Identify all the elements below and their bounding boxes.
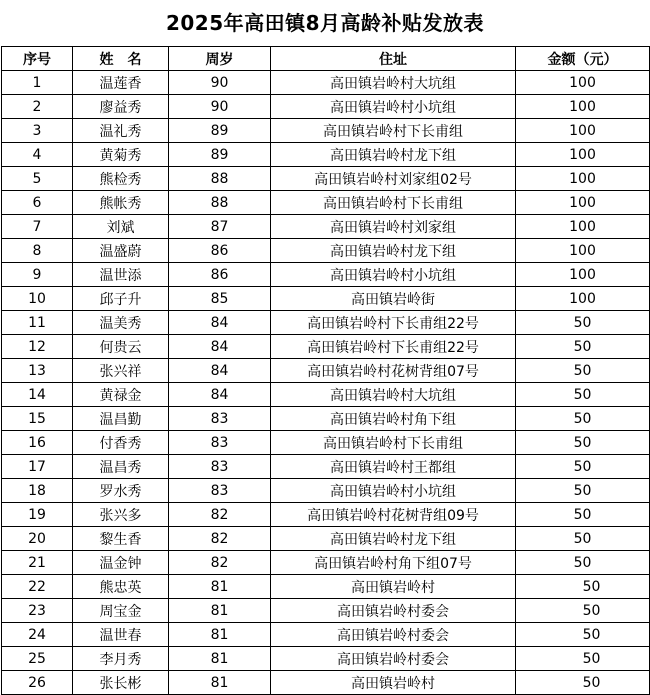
- table-row: [2, 407, 650, 431]
- cell-no: 13: [2, 359, 73, 383]
- cell-amount: 100: [516, 95, 650, 119]
- cell-address: 高田镇岩岭村龙下组: [271, 143, 516, 167]
- cell-address: 高田镇岩岭村花树背组09号: [271, 503, 516, 527]
- subsidy-table: [1, 46, 650, 695]
- table-row: [2, 215, 650, 239]
- cell-name: 罗水秀: [73, 479, 169, 503]
- cell-amount: 50: [516, 311, 650, 335]
- cell-amount: 100: [516, 263, 650, 287]
- cell-no: 2: [2, 95, 73, 119]
- cell-age: 89: [169, 143, 271, 167]
- header-name: 姓 名: [73, 47, 169, 71]
- cell-no: 11: [2, 311, 73, 335]
- header-no: 序号: [2, 47, 73, 71]
- cell-no: 17: [2, 455, 73, 479]
- cell-age: 81: [169, 671, 271, 695]
- cell-address: 高田镇岩岭村: [271, 575, 516, 599]
- cell-name: 付香秀: [73, 431, 169, 455]
- cell-age: 84: [169, 311, 271, 335]
- cell-address: 高田镇岩岭村大坑组: [271, 71, 516, 95]
- cell-age: 82: [169, 527, 271, 551]
- cell-address: 高田镇岩岭村龙下组: [271, 239, 516, 263]
- table-row: [2, 143, 650, 167]
- cell-no: 18: [2, 479, 73, 503]
- cell-no: 1: [2, 71, 73, 95]
- cell-no: 25: [2, 647, 73, 671]
- cell-no: 21: [2, 551, 73, 575]
- table-row: [2, 503, 650, 527]
- cell-amount: 50: [516, 407, 650, 431]
- cell-age: 82: [169, 503, 271, 527]
- cell-age: 88: [169, 191, 271, 215]
- cell-name: 温昌秀: [73, 455, 169, 479]
- table-row: [2, 527, 650, 551]
- table-row: [2, 647, 650, 671]
- cell-age: 87: [169, 215, 271, 239]
- cell-amount: 50: [516, 671, 650, 695]
- cell-no: 14: [2, 383, 73, 407]
- cell-name: 熊帐秀: [73, 191, 169, 215]
- cell-address: 高田镇岩岭村角下组07号: [271, 551, 516, 575]
- cell-age: 81: [169, 599, 271, 623]
- cell-address: 高田镇岩岭村下长甫组: [271, 119, 516, 143]
- cell-age: 84: [169, 335, 271, 359]
- cell-name: 廖益秀: [73, 95, 169, 119]
- cell-amount: 50: [516, 503, 650, 527]
- cell-name: 温莲香: [73, 71, 169, 95]
- cell-age: 81: [169, 647, 271, 671]
- cell-name: 温世春: [73, 623, 169, 647]
- table-row: [2, 311, 650, 335]
- table-body: [2, 71, 650, 695]
- table-header: [2, 47, 650, 71]
- cell-age: 83: [169, 455, 271, 479]
- table-row: [2, 119, 650, 143]
- cell-address: 高田镇岩岭村王都组: [271, 455, 516, 479]
- cell-amount: 50: [516, 359, 650, 383]
- cell-address: 高田镇岩岭村下长甫组22号: [271, 311, 516, 335]
- cell-amount: 50: [516, 551, 650, 575]
- cell-name: 黎生香: [73, 527, 169, 551]
- cell-age: 85: [169, 287, 271, 311]
- cell-age: 84: [169, 383, 271, 407]
- cell-address: 高田镇岩岭村刘家组02号: [271, 167, 516, 191]
- table-row: [2, 359, 650, 383]
- cell-age: 83: [169, 407, 271, 431]
- cell-name: 熊检秀: [73, 167, 169, 191]
- cell-amount: 100: [516, 191, 650, 215]
- table-row: [2, 551, 650, 575]
- cell-age: 83: [169, 479, 271, 503]
- cell-amount: 50: [516, 479, 650, 503]
- cell-name: 张长彬: [73, 671, 169, 695]
- sheet-title: 2025年高田镇8月高龄补贴发放表: [165, 11, 485, 35]
- table-row: [2, 263, 650, 287]
- cell-name: 温礼秀: [73, 119, 169, 143]
- cell-name: 邱子升: [73, 287, 169, 311]
- cell-age: 88: [169, 167, 271, 191]
- cell-address: 高田镇岩岭村小坑组: [271, 263, 516, 287]
- cell-amount: 100: [516, 167, 650, 191]
- table-row: [2, 671, 650, 695]
- cell-name: 温世添: [73, 263, 169, 287]
- cell-age: 83: [169, 431, 271, 455]
- table-row: [2, 167, 650, 191]
- cell-name: 刘斌: [73, 215, 169, 239]
- table-row: [2, 383, 650, 407]
- table-row: [2, 71, 650, 95]
- header-row: [2, 47, 650, 71]
- cell-no: 10: [2, 287, 73, 311]
- cell-no: 9: [2, 263, 73, 287]
- cell-age: 90: [169, 95, 271, 119]
- cell-name: 温金钟: [73, 551, 169, 575]
- table-row: [2, 335, 650, 359]
- cell-address: 高田镇岩岭街: [271, 287, 516, 311]
- cell-no: 16: [2, 431, 73, 455]
- cell-address: 高田镇岩岭村花树背组07号: [271, 359, 516, 383]
- cell-amount: 50: [516, 647, 650, 671]
- cell-no: 19: [2, 503, 73, 527]
- cell-age: 81: [169, 575, 271, 599]
- cell-no: 12: [2, 335, 73, 359]
- cell-no: 15: [2, 407, 73, 431]
- table-row: [2, 431, 650, 455]
- cell-age: 90: [169, 71, 271, 95]
- cell-address: 高田镇岩岭村: [271, 671, 516, 695]
- table-row: [2, 479, 650, 503]
- cell-amount: 50: [516, 455, 650, 479]
- table-row: [2, 239, 650, 263]
- cell-address: 高田镇岩岭村下长甫组: [271, 431, 516, 455]
- header-amount: 金额（元）: [516, 47, 650, 71]
- cell-no: 8: [2, 239, 73, 263]
- cell-amount: 50: [516, 383, 650, 407]
- cell-name: 周宝金: [73, 599, 169, 623]
- cell-amount: 100: [516, 239, 650, 263]
- cell-address: 高田镇岩岭村刘家组: [271, 215, 516, 239]
- cell-no: 23: [2, 599, 73, 623]
- cell-name: 张兴多: [73, 503, 169, 527]
- table-row: [2, 191, 650, 215]
- table-row: [2, 287, 650, 311]
- cell-name: 温昌勤: [73, 407, 169, 431]
- cell-name: 黄禄金: [73, 383, 169, 407]
- cell-no: 20: [2, 527, 73, 551]
- cell-name: 何贵云: [73, 335, 169, 359]
- cell-age: 89: [169, 119, 271, 143]
- cell-address: 高田镇岩岭村小坑组: [271, 95, 516, 119]
- cell-name: 李月秀: [73, 647, 169, 671]
- cell-amount: 100: [516, 143, 650, 167]
- cell-address: 高田镇岩岭村委会: [271, 623, 516, 647]
- cell-address: 高田镇岩岭村大坑组: [271, 383, 516, 407]
- cell-no: 26: [2, 671, 73, 695]
- cell-no: 22: [2, 575, 73, 599]
- table-row: [2, 599, 650, 623]
- cell-age: 86: [169, 239, 271, 263]
- cell-no: 4: [2, 143, 73, 167]
- cell-name: 张兴祥: [73, 359, 169, 383]
- cell-amount: 100: [516, 287, 650, 311]
- header-address: 住址: [271, 47, 516, 71]
- cell-amount: 50: [516, 335, 650, 359]
- cell-name: 温美秀: [73, 311, 169, 335]
- cell-no: 24: [2, 623, 73, 647]
- cell-name: 黄菊秀: [73, 143, 169, 167]
- table-row: [2, 575, 650, 599]
- table-row: [2, 623, 650, 647]
- cell-age: 86: [169, 263, 271, 287]
- cell-amount: 50: [516, 575, 650, 599]
- cell-amount: 100: [516, 71, 650, 95]
- cell-address: 高田镇岩岭村下长甫组22号: [271, 335, 516, 359]
- cell-age: 81: [169, 623, 271, 647]
- cell-amount: 50: [516, 527, 650, 551]
- cell-amount: 50: [516, 431, 650, 455]
- cell-amount: 100: [516, 215, 650, 239]
- cell-age: 84: [169, 359, 271, 383]
- cell-amount: 50: [516, 599, 650, 623]
- cell-name: 温盛蔚: [73, 239, 169, 263]
- cell-no: 5: [2, 167, 73, 191]
- cell-name: 熊忠英: [73, 575, 169, 599]
- cell-address: 高田镇岩岭村委会: [271, 647, 516, 671]
- cell-address: 高田镇岩岭村下长甫组: [271, 191, 516, 215]
- cell-amount: 100: [516, 119, 650, 143]
- cell-address: 高田镇岩岭村角下组: [271, 407, 516, 431]
- cell-no: 3: [2, 119, 73, 143]
- cell-no: 6: [2, 191, 73, 215]
- table-row: [2, 455, 650, 479]
- cell-age: 82: [169, 551, 271, 575]
- cell-address: 高田镇岩岭村龙下组: [271, 527, 516, 551]
- cell-address: 高田镇岩岭村小坑组: [271, 479, 516, 503]
- cell-address: 高田镇岩岭村委会: [271, 599, 516, 623]
- cell-no: 7: [2, 215, 73, 239]
- header-age: 周岁: [169, 47, 271, 71]
- cell-amount: 50: [516, 623, 650, 647]
- table-row: [2, 95, 650, 119]
